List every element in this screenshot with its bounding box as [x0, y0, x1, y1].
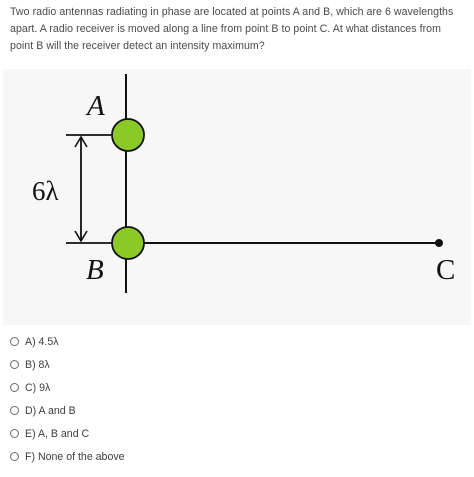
point-c-dot	[435, 239, 443, 247]
antenna-diagram	[3, 69, 471, 325]
distance-label: 6λ	[32, 176, 59, 206]
label-c: C	[436, 254, 456, 286]
answer-options	[10, 330, 310, 468]
label-b: B	[86, 254, 104, 286]
label-a: A	[87, 90, 105, 122]
option-label: F) None of the above	[25, 450, 125, 463]
option-label: A) 4.5λ	[25, 335, 59, 348]
antenna-b-circle	[112, 227, 144, 259]
radio-icon[interactable]	[10, 452, 19, 461]
radio-icon[interactable]	[10, 383, 19, 392]
option-e[interactable]	[10, 422, 310, 445]
radio-icon[interactable]	[10, 360, 19, 369]
option-label: E) A, B and C	[25, 427, 90, 440]
radio-icon[interactable]	[10, 337, 19, 346]
diagram-panel	[3, 69, 471, 325]
radio-icon[interactable]	[10, 406, 19, 415]
option-b[interactable]	[10, 353, 310, 376]
question-text: Two radio antennas radiating in phase are located at points A and B, which are 6 wavelengths apart. A radio receiver is moved along a line from point B to point C. At what distances from point B will the receiver detect an intensity maximum?	[10, 6, 454, 52]
option-label: C) 9λ	[25, 381, 51, 394]
option-label: D) A and B	[25, 404, 76, 417]
radio-icon[interactable]	[10, 429, 19, 438]
option-f[interactable]	[10, 445, 310, 468]
option-c[interactable]	[10, 376, 310, 399]
option-a[interactable]	[10, 330, 310, 353]
antenna-a-circle	[112, 119, 144, 151]
option-d[interactable]	[10, 399, 310, 422]
option-label: B) 8λ	[25, 358, 50, 371]
